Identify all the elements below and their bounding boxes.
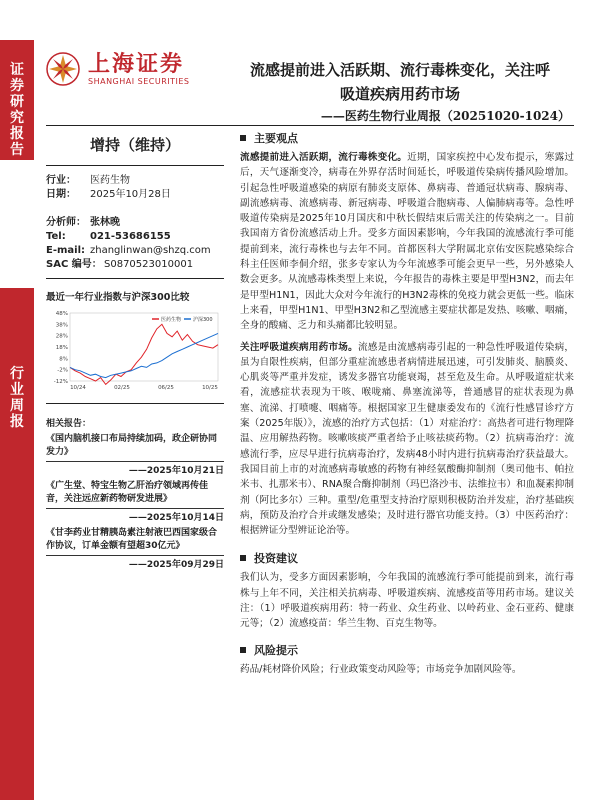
- related-reports-label: 相关报告：: [46, 419, 92, 429]
- paragraph-flu-season: [240, 150, 574, 334]
- section-title: 投资建议: [254, 552, 298, 566]
- y-tick-label: 8%: [59, 356, 68, 363]
- section-heading-advice: [240, 550, 574, 566]
- related-report-date: ——2025年10月21日: [46, 461, 224, 476]
- report-title: [230, 58, 570, 106]
- analyst-key: 分析师：: [46, 217, 86, 228]
- sidebar-top-band: [0, 40, 34, 160]
- industry-info: [46, 174, 224, 202]
- analyst-row: [46, 216, 224, 230]
- analyst-row: [46, 244, 224, 258]
- related-report-title[interactable]: 《甘李药业甘精胰岛素注射液巴西国家级合作协议，订单金额有望超30亿元》: [46, 528, 218, 551]
- logo-mark-icon: [46, 52, 80, 86]
- series-line-1: [70, 333, 218, 377]
- sidebar-category: 行业周报: [10, 366, 24, 430]
- paragraph-respiratory-market: [240, 340, 574, 539]
- info-key: 行业：: [46, 175, 76, 186]
- report-title-line1: 流感提前进入活跃期、流行毒株变化，关注呼: [249, 61, 550, 79]
- y-tick-label: -12%: [53, 379, 68, 385]
- square-bullet-icon: [240, 647, 246, 653]
- related-divider: [46, 403, 224, 404]
- analyst-sac: S0870523010001: [104, 259, 194, 270]
- info-key: 日期：: [46, 189, 76, 200]
- info-row: [46, 174, 224, 188]
- index-comparison-chart: [46, 307, 224, 395]
- analyst-key: Tel:: [46, 231, 66, 242]
- paragraph-body: 流感是由流感病毒引起的一种急性呼吸道传染病，虽为自限性疾病，但部分重症流感患者病情进展迅速，可引发肺炎、脑膜炎、心肌炎等严重并发症，诱发多器官功能衰竭，甚至危及生命。从呼吸道症状来看，流感症状表现为干咳、喉咙痛、鼻塞流涕等，普通感冒的症状表现为鼻塞、流涕、打喷嚏、咽痛等。根据国家卫生健康委发布的《流行性感冒诊疗方案（2025年版）》，流感的治疗方式包括：（1）对症治疗：高热者可进行物理降温、应用解热药物。咳嗽咳痰严重者给予止咳祛痰药物。（2）抗病毒治疗：流感流行季，应尽早进行抗病毒治疗，发病48小时内进行抗病毒治疗获益最大。我国目前上市的对流感病毒敏感的药物有神经氨酸酶抑制剂（奥司他韦、帕拉米韦、扎那米韦）、RNA聚合酶抑制剂（玛巴洛沙韦、法维拉韦）和血凝素抑制剂（阿比多尔）三种。重型/危重型支持治疗原则积极防治并发症，治疗基础疾病，预防及治疗合并或继发感染；及时进行器官功能支持。（3）中医药治疗：根据辨证分型辨证论治等。: [240, 341, 575, 537]
- rating: 增持（维持）: [89, 136, 180, 154]
- y-tick-label: -2%: [57, 367, 68, 374]
- analyst-key: E-mail:: [46, 245, 86, 256]
- paragraph-lead: 流感提前进入活跃期，流行毒株变化。: [240, 152, 408, 163]
- x-tick-label: 10/25: [202, 385, 218, 391]
- right-column: [240, 128, 574, 683]
- section-title: 主要观点: [254, 132, 298, 145]
- paragraph-risk: 药品/耗材降价风险；行业政策变动风险等；市场竞争加剧风险等。: [240, 663, 522, 675]
- x-tick-label: 10/24: [70, 385, 86, 391]
- analyst-key: SAC 编号：: [46, 259, 102, 270]
- analyst-email[interactable]: zhanglinwan@shzq.com: [90, 245, 211, 256]
- report-subtitle: ——医药生物行业周报（20251020-1024）: [320, 109, 570, 123]
- info-row: [46, 188, 224, 202]
- y-tick-label: 38%: [55, 322, 68, 329]
- sidebar-report-type: 证券研究报告: [10, 62, 24, 158]
- section-heading-main: [240, 130, 574, 146]
- related-report-title[interactable]: 《广生堂、特宝生物乙肝治疗领域再传佳音，关注远应新药物研发进展》: [46, 481, 209, 504]
- x-tick-label: 02/25: [114, 385, 130, 391]
- analyst-name: 张林晚: [90, 217, 120, 228]
- report-title-line2: 吸道疾病用药市场: [339, 85, 460, 103]
- rating-divider: [46, 165, 224, 166]
- chart-divider: [46, 278, 224, 279]
- analyst-info: [46, 216, 224, 272]
- logo-name-en: SHANGHAI SECURITIES: [88, 76, 190, 86]
- related-report-date: ——2025年10月14日: [46, 508, 224, 523]
- square-bullet-icon: [240, 555, 246, 561]
- chart-frame: [70, 313, 218, 381]
- info-value: 2025年10月28日: [90, 189, 171, 200]
- y-tick-label: 18%: [55, 345, 68, 351]
- logo-name-cn: 上海证券: [88, 51, 185, 77]
- info-value: 医药生物: [90, 175, 130, 186]
- section-heading-risk: [240, 642, 574, 658]
- legend-label: 医药生物: [161, 317, 182, 323]
- paragraph-advice: 我们认为，受多方面因素影响，今年我国的流感流行季可能提前到来，流行毒株与上年不同，关注相关抗病毒、呼吸道疾病、流感疫苗等用药市场。建议关注：（1）呼吸道疾病用药：特一药业、众生药业、以岭药业、金石亚药、健康元等；（2）流感疫苗：华兰生物、百克生物等。: [240, 572, 574, 630]
- paragraph-body: 近期，国家疾控中心发布提示，寒露过后，天气逐渐变冷，病毒在外界存活时间延长，呼吸道传染病传播风险增加。引起急性呼吸道感染的病原有肺炎支原体、鼻病毒、普通冠状病毒、腺病毒、副流感病毒、流感病毒、新冠病毒、呼吸道合胞病毒、人偏肺病毒等。急性呼吸道传染病是2025年10月国庆和中秋长假结束后需关注的传染病之一。目前我国南方省份流感活动上升。受多方面因素影响，今年我国的流感流行季可能提前到来，流行毒株也与去年不同。首都医科大学附属北京佑安医院感染综合科主任医师李侗介绍，张多专家认为今年流感季可能会更早一些，另外感染人数会更多。从流感毒株类型上来说，今年报告的毒株主要是甲型H3N2，而去年是甲型H1N1，因此大众对今年流行的H3N2毒株的免疫力就会更低一些。临床上来看，甲型H1N1、甲型H3N2和乙型流感主要症状都是发热、咳嗽、咽痛，全身的酸痛、乏力和头痛都比较明显。: [240, 152, 575, 332]
- related-report-date: ——2025年09月29日: [46, 555, 224, 570]
- analyst-row: [46, 230, 224, 244]
- y-tick-label: 48%: [55, 311, 68, 317]
- left-column: [46, 128, 224, 570]
- sidebar: [0, 0, 34, 800]
- legend-label: 沪深300: [193, 317, 213, 323]
- y-tick-label: 28%: [55, 333, 68, 340]
- analyst-tel: 021-53686155: [90, 231, 171, 242]
- header-divider: [46, 125, 574, 126]
- paragraph-lead: 关注呼吸道疾病用药市场。: [240, 341, 358, 353]
- company-logo: [46, 52, 190, 86]
- square-bullet-icon: [240, 135, 246, 141]
- related-report-title[interactable]: 《国内脑机接口布局持续加码，政企研协同发力》: [46, 434, 218, 457]
- x-tick-label: 06/25: [158, 385, 174, 391]
- analyst-row: [46, 258, 224, 272]
- sidebar-bottom-band: [0, 288, 34, 800]
- chart-title: 最近一年行业指数与沪深300比较: [46, 292, 190, 303]
- section-title: 风险提示: [254, 643, 298, 657]
